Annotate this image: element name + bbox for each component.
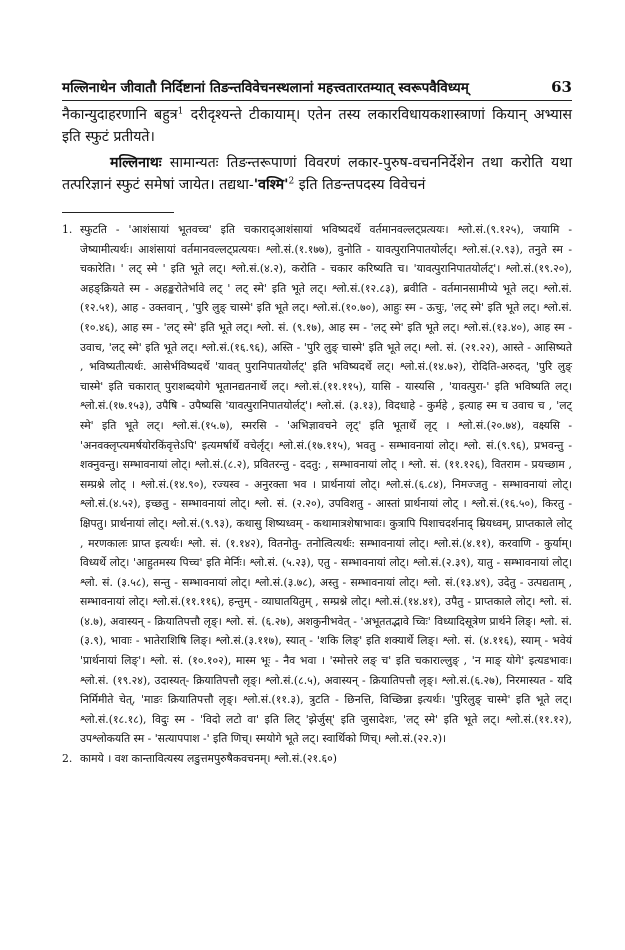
footnote-ref-1: 1 xyxy=(177,106,184,117)
running-title: मल्लिनाथेन जीवातौ निर्दिष्टानां तिङन्तविवेचनस्थलानां महत्त्वतारतम्यात् स्वरूपवैविध्यम् xyxy=(62,80,469,96)
paragraph-2-term: 'वश्मि' xyxy=(253,177,289,193)
footnote-ref-2: 2 xyxy=(288,176,295,187)
footnote-2 xyxy=(62,749,572,769)
footnote-rule xyxy=(62,212,174,213)
footnote-number: 1. xyxy=(62,223,73,236)
paragraph-1 xyxy=(62,104,572,148)
main-text xyxy=(62,104,572,196)
footnote-text: स्फुटति - 'आशंसायां भूतवच्च' इति चकाराद्आशंसायां भविष्यदर्थे वर्तमानवल्लट्प्रत्ययः। श्लो.सं.(९.१२५), जयामि - जेष्यामीत्यर्थः। आशंसायां वर्तमानवल्लट्प्रत्ययः। श्लो.सं.(१.१७७), वुनोति - यावत्पुरानिपातयोर्लट्। श्लो.सं.(२.९३), तनुते स्म - चकारेति। ' लट् स्मे ' इति भूते लट्। श्लो.सं.(४.२), करोति - चकार करिष्यति च। 'यावत्पुरानिपातयोर्लट्'। श्लो.सं.(१९.२०), अहङ्क्रियते स्म - अहङ्करोतेर्भावे लट् ' लट् स्मे' इति भूते लट्। श्लो.सं.(१२.८३), ब्रवीति - वर्तमानसामीप्ये भूते लट्। श्लो.सं.(१२.५१), आह - उक्तवान् , 'पुरि लुङ् चास्मे' इति भूते लट्। श्लो.सं.(१०.७०), आहुः स्म - ऊचुः, 'लट् स्मे' इति भूते लट्। श्लो.सं.(१०.४६), आह स्म - 'लट् स्मे' इति भूते लट्। श्लो. सं. (९.१७), आह स्म - 'लट् स्मे' इति भूते लट्। श्लो.सं.(१३.४०), आह स्म - उवाच, 'लट् स्मे' इति भूते लट्। श्लो.सं.(१६.९६), अस्ति - 'पुरि लुङ् चास्मे' इति भूते लट्। श्लो. सं. (२१.२२), आस्ते - आसिष्यते , भविष्यतीत्यर्थः. आसेर्भविष्यदर्थे 'यावत् पुरानिपातयोर्लट्' इति भविष्यदर्थे लट्। श्लो.सं.(१४.७२), रोदिति-अरुदत्, 'पुरि लुङ् चास्मे' इति चकारात् पुराशब्दयोगे भूतानद्यतनार्थे लट्। श्लो.सं.(११.११५), यासि - यास्यसि , 'यावत्पुरा-' इति भविष्यति लट्। श्लो.सं.(१७.१५३), उपैषि - उपैष्यसि 'यावत्पुरानिपातयोर्लट्'। श्लो.सं. (३.१३), विदधाहे - कुर्महे , इत्याह स्म च उवाच च , 'लट् स्मे' इति भूते लट्। श्लो.सं.(१५.७), स्मरसि - 'अभिज्ञावचने लृट्' इति भूतार्थे लृट् । श्लो.सं.(२०.७४), वक्ष्यसि - 'अनवक्लृप्त्यमर्षयोरकिंवृत्तेऽपि' इत्यमर्षार्थे वचेर्लृट्। श्लो.सं.(१७.११५), भवतु - सम्भावनायां लोट्। श्लो. सं.(९.९६), प्रभवन्तु - शक्नुवन्तु। सम्भावनायां लोट्। श्लो.सं.(८.२), प्रवितरन्तु - ददतु: , सम्भावनायां लोट् । श्लो. सं. (११.१२६), वितराम - प्रयच्छाम , सम्प्रश्ने लोट् । श्लो.सं.(१४.९०), रज्यस्व - अनुरक्ता भव । प्रार्थनायां लोट्। श्लो.सं.(६.८४), निमज्जतु - सम्भावनायां लोट्। श्लो.सं.(४.५२), इच्छतु - सम्भावनायां लोट्। श्लो. सं. (२.२०), उपविशतु - आस्तां प्रार्थनायां लोट् । श्लो.सं.(१६.५०), किरतु - क्षिपतु। प्रार्थनायां लोट्। श्लो.सं.(९.९३), कथासु शिष्यध्वम् - कथामात्रशेषाभावः। कुत्रापि पिशाचदर्शनाद् म्रियध्वम्, प्राप्तकाले लोट् , मरणकालः प्राप्त इत्यर्थः। श्लो. सं. (१.१४२), वितनोतु- तनोत्वित्यर्थः: सम्भावनायां लोट्। श्लो.सं.(४.११), करवाणि - कुर्याम्। विध्यर्थे लोट्। 'आहुतमस्य पिच्च' इति मेर्निः। श्लो.सं. (५.२३), एतु - सम्भावनायां लोट्। श्लो.सं.(२.३९), यातु - सम्भावनायां लोट्। श्लो. सं. (३.५८), सन्तु - सम्भावनायां लोट्। श्लो.सं.(३.७८), अस्तु - सम्भावनायां लोट्। श्लो. सं.(१३.४९), उदेतु - उत्पद्यताम् , सम्भावनायां लोट्। श्लो.सं.(११.११६), हन्तुम् - व्याघातयितुम् , सम्प्रश्ने लोट्। श्लो.सं.(१४.४१), उपैतु - प्राप्तकाले लोट्। श्लो. सं. (४.७), अवास्यन् - क्रियातिपत्तौ लृङ्। श्लो. सं. (६.२७), अशकुनीभवेत् - 'अभूततद्भावे च्विः' विध्यादिसूत्रेण प्रार्थने लिङ्। श्लो. सं. (३.९), भावाः - भातेराशिषि लिङ्। श्लो.सं.(३.११७), स्यात् - 'शकि लिङ्' इति शक्यार्थे लिङ्। श्लो. सं. (४.११६), स्याम् - भवेयं 'प्रार्थनायां लिङ्'। श्लो. सं. (१०.१०२), मास्म भूः - नैव भवा । 'स्मोत्तरे लङ् च' इति चकाराल्लुङ् , 'न माङ् योगे' इत्यडभावः। श्लो.सं. (१९.२४), उदास्यत्- क्रियातिपत्तौ लृङ्। श्लो.सं.(८.५), अवास्यन् - क्रियातिपत्तौ लृङ्। श्लो.सं.(६.२७), निरमास्यत - यदि निर्मिमीते चेत्, 'माङः क्रियातिपत्तौ लृङ्। श्लो.सं.(११.३), त्रुटति - छिनत्ति, विच्छिन्ना इत्यर्थः। 'पुरिलुङ् चास्मे' इति भूते लट्। श्लो.सं.(१८.१८), विदुः स्म - 'विदो लटो वा' इति लिट् 'झेर्जुस्' इति जुसादेशः, 'लट् स्मे' इति भूते लट्। श्लो.सं.(११.१२), उपश्लोकयति स्म - 'सत्यापपाश -' इति णिच्। स्मयोगे भूते लट्। स्वार्थिको णिच्। श्लो.सं.(२२.२)। xyxy=(80,223,572,746)
footnotes xyxy=(62,220,572,769)
paragraph-1-text-cont: दरीदृश्यन्ते टीकायाम्। एतेन तस्य लकारविधायकशास्त्राणां कियान् अभ्यास इति स्फुटं प्रतीयते। xyxy=(62,107,572,145)
paragraph-1-text: नैकान्युदाहरणानि बहुत्र xyxy=(62,107,178,123)
footnote-1 xyxy=(62,220,572,749)
paragraph-2-text-cont: इति तिङन्तपदस्य विवेचनं xyxy=(294,177,426,193)
paragraph-2 xyxy=(62,152,572,196)
paragraph-2-label: मल्लिनाथः xyxy=(110,155,162,171)
paragraph-2-text: सामान्यतः तिङन्तरूपाणां विवरणं लकार-पुरुष-वचननिर्देशेन तथा करोति यथा तत्परिज्ञानं स्फुटं समेषां जायेत। तद्यथा- xyxy=(62,155,572,193)
footnote-number: 2. xyxy=(62,752,73,766)
page-header xyxy=(62,66,572,101)
footnote-text: कामये । वश कान्तावित्यस्य लडुत्तमपुरुषैकवचनम्। श्लो.सं.(२१.६०) xyxy=(80,752,337,766)
page-number: 63 xyxy=(551,78,572,96)
